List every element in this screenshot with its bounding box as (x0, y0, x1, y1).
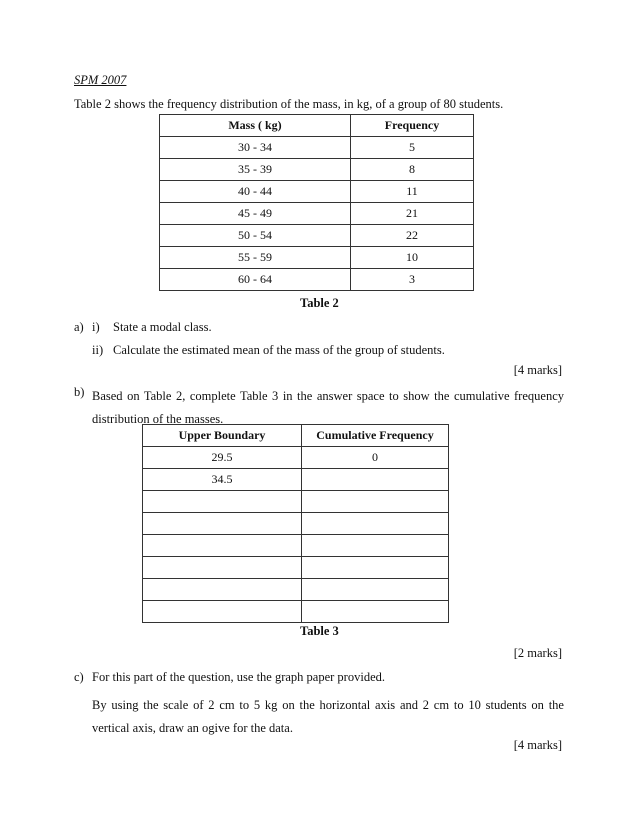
table-row (143, 557, 449, 579)
frequency-cell: 21 (351, 203, 474, 225)
cumulative-frequency-cell (302, 513, 449, 535)
question-a-ii-label: ii) (92, 343, 104, 357)
question-a-i-text: State a modal class. (113, 320, 212, 334)
table-2 (159, 114, 474, 291)
source-label: SPM 2007 (74, 73, 127, 87)
question-b-marks: [2 marks] (513, 646, 562, 660)
question-c-line-1: For this part of the question, use the graph paper provided. (92, 670, 385, 684)
mass-cell: 30 - 34 (160, 137, 351, 159)
mass-cell: 55 - 59 (160, 247, 351, 269)
table-row (143, 491, 449, 513)
mass-cell: 60 - 64 (160, 269, 351, 291)
question-b-text: Based on Table 2, complete Table 3 in the answer space to show the cumulative frequency distribution of the masses. (92, 389, 564, 426)
cumulative-frequency-cell (302, 601, 449, 623)
question-a-i-label: i) (92, 320, 100, 334)
table-header-row (143, 425, 449, 447)
table-row (143, 513, 449, 535)
frequency-cell: 8 (351, 159, 474, 181)
table-row (160, 247, 474, 269)
upper-boundary-cell (143, 579, 302, 601)
cumulative-frequency-cell (302, 557, 449, 579)
upper-boundary-cell: 29.5 (143, 447, 302, 469)
cumulative-frequency-cell (302, 491, 449, 513)
question-a-ii-text: Calculate the estimated mean of the mass of the group of students. (113, 343, 445, 357)
column-header-upper-boundary: Upper Boundary (143, 425, 302, 447)
table-row (143, 469, 449, 491)
table-row (143, 579, 449, 601)
mass-cell: 40 - 44 (160, 181, 351, 203)
question-c-label: c) (74, 670, 84, 684)
cumulative-frequency-cell (302, 535, 449, 557)
upper-boundary-cell (143, 535, 302, 557)
upper-boundary-cell (143, 601, 302, 623)
question-a-label: a) (74, 320, 84, 334)
upper-boundary-cell: 34.5 (143, 469, 302, 491)
upper-boundary-cell (143, 513, 302, 535)
question-a-marks: [4 marks] (513, 363, 562, 377)
table-2-caption: Table 2 (300, 296, 339, 310)
column-header-cumulative-frequency: Cumulative Frequency (302, 425, 449, 447)
table-header-row (160, 115, 474, 137)
table-row (143, 447, 449, 469)
mass-cell: 50 - 54 (160, 225, 351, 247)
table-row (160, 181, 474, 203)
table-row (143, 535, 449, 557)
upper-boundary-cell (143, 491, 302, 513)
column-header-mass: Mass ( kg) (160, 115, 351, 137)
frequency-cell: 11 (351, 181, 474, 203)
table-row (160, 159, 474, 181)
column-header-frequency: Frequency (351, 115, 474, 137)
table-3 (142, 424, 449, 623)
frequency-cell: 3 (351, 269, 474, 291)
intro-text: Table 2 shows the frequency distribution of the mass, in kg, of a group of 80 students. (74, 97, 504, 111)
question-b-label: b) (74, 385, 85, 399)
mass-cell: 45 - 49 (160, 203, 351, 225)
cumulative-frequency-cell (302, 469, 449, 491)
mass-cell: 35 - 39 (160, 159, 351, 181)
frequency-cell: 10 (351, 247, 474, 269)
table-row (160, 225, 474, 247)
table-row (160, 269, 474, 291)
cumulative-frequency-cell (302, 579, 449, 601)
table-3-caption: Table 3 (300, 624, 339, 638)
cumulative-frequency-cell: 0 (302, 447, 449, 469)
question-c-marks: [4 marks] (513, 738, 562, 752)
frequency-cell: 5 (351, 137, 474, 159)
table-row (143, 601, 449, 623)
question-c-line-2: By using the scale of 2 cm to 5 kg on the horizontal axis and 2 cm to 10 students on the vertical axis, draw an ogive for the data. (92, 698, 564, 735)
upper-boundary-cell (143, 557, 302, 579)
table-row (160, 137, 474, 159)
table-row (160, 203, 474, 225)
frequency-cell: 22 (351, 225, 474, 247)
